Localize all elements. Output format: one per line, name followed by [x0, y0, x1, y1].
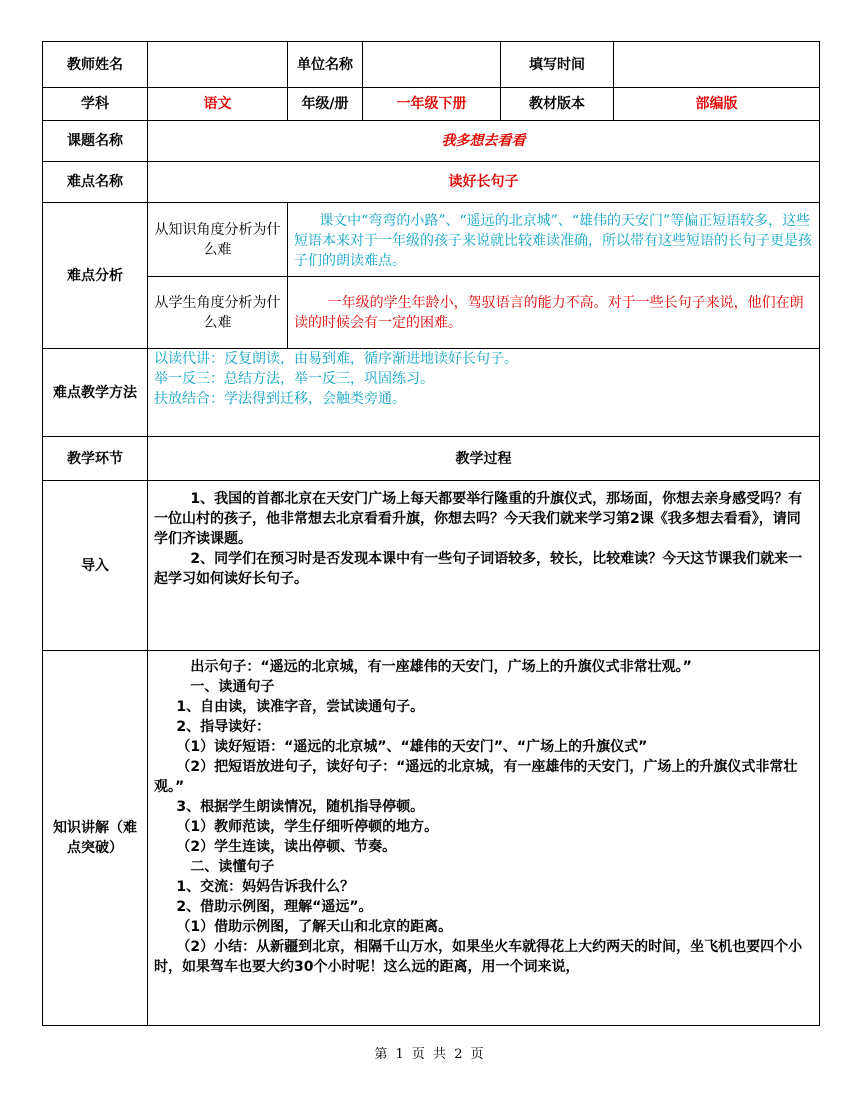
header-row-1 [43, 42, 820, 88]
knowledge-line: 2、指导读好： [176, 719, 271, 735]
knowledge-label: 知识讲解（难点突破） [43, 651, 148, 1026]
intro-paragraph: 1、我国的首都北京在天安门广场上每天都要举行隆重的升旗仪式，那场面，你想去亲身感受吗？有一位山村的孩子，他非常想去北京看看升旗，你想去吗？今天我们就来学习第2课《我多想去看看》，请同学们齐读课题。 [154, 491, 803, 547]
edition-label: 教材版本 [501, 88, 614, 121]
process-header-row [43, 437, 820, 481]
analysis-row-student [43, 277, 820, 349]
stage-header: 教学环节 [43, 437, 148, 481]
teacher-name-value [148, 42, 288, 88]
fill-time-label: 填写时间 [501, 42, 614, 88]
knowledge-line: 3、根据学生朗读情况，随机指导停顿。 [176, 799, 425, 815]
knowledge-line: 二、读懂句子 [190, 859, 275, 875]
header-row-2 [43, 88, 820, 121]
method-line: 扶放结合：学法得到迁移，会触类旁通。 [154, 391, 406, 407]
subject-value: 语文 [148, 88, 288, 121]
knowledge-angle-text: 课文中“弯弯的小路”、“遥远的北京城”、“雄伟的天安门”等偏正短语较多，这些短语本来对于一年级的孩子来说就比较难读准确，所以带有这些短语的长句子更是孩子们的朗读难点。 [288, 203, 820, 277]
difficulty-value: 读好长句子 [148, 162, 820, 203]
knowledge-line: （2）把短语放进句子，读好句子：“遥远的北京城，有一座雄伟的天安门，广场上的升旗仪式非常壮观。” [154, 759, 798, 795]
intro-row [43, 481, 820, 651]
teacher-name-label: 教师姓名 [43, 42, 148, 88]
methods-label: 难点教学方法 [43, 349, 148, 437]
grade-value: 一年级下册 [363, 88, 501, 121]
unit-name-label: 单位名称 [288, 42, 363, 88]
edition-value: 部编版 [614, 88, 820, 121]
unit-name-value [363, 42, 501, 88]
fill-time-value [614, 42, 820, 88]
difficulty-row [43, 162, 820, 203]
knowledge-line: 出示句子：“遥远的北京城，有一座雄伟的天安门，广场上的升旗仪式非常壮观。” [190, 659, 692, 675]
student-angle-label: 从学生角度分析为什么难 [148, 277, 288, 349]
student-angle-text: 一年级的学生年龄小，驾驭语言的能力不高。对于一些长句子来说，他们在朗读的时候会有一定的困难。 [288, 277, 820, 349]
intro-label: 导入 [43, 481, 148, 651]
methods-cell [148, 349, 820, 437]
topic-row [43, 121, 820, 162]
knowledge-line: （1）借助示例图，了解天山和北京的距离。 [176, 919, 453, 935]
knowledge-row [43, 651, 820, 1026]
knowledge-line: （2）小结：从新疆到北京，相隔千山万水，如果坐火车就得花上大约两天的时间，坐飞机也要四个小时，如果驾车也要大约30个小时呢！这么远的距离，用一个词来说， [154, 939, 803, 975]
difficulty-label: 难点名称 [43, 162, 148, 203]
knowledge-line: （2）学生连读，读出停顿、节奏。 [176, 839, 397, 855]
knowledge-line: 1、自由读，读准字音，尝试读通句子。 [176, 699, 425, 715]
knowledge-cell [148, 651, 820, 1026]
methods-row [43, 349, 820, 437]
intro-paragraph: 2、同学们在预习时是否发现本课中有一些句子词语较多，较长，比较难读？今天这节课我们就来一起学习如何读好长句子。 [154, 551, 803, 587]
method-line: 以读代讲：反复朗读，由易到难，循序渐进地读好长句子。 [154, 351, 518, 367]
subject-label: 学科 [43, 88, 148, 121]
knowledge-line: 1、交流：妈妈告诉我什么？ [176, 879, 355, 895]
knowledge-line: （1）读好短语：“遥远的北京城”、“雄伟的天安门”、“广场上的升旗仪式” [176, 739, 648, 755]
analysis-row-knowledge [43, 203, 820, 277]
lesson-plan-table [42, 41, 820, 1026]
page-footer: 第 1 页 共 2 页 [374, 1047, 486, 1062]
analysis-label: 难点分析 [43, 203, 148, 349]
grade-label: 年级/册 [288, 88, 363, 121]
knowledge-line: （1）教师范读，学生仔细听停顿的地方。 [176, 819, 439, 835]
intro-cell [148, 481, 820, 651]
knowledge-line: 2、借助示例图，理解“遥远”。 [176, 899, 373, 915]
topic-label: 课题名称 [43, 121, 148, 162]
process-header: 教学过程 [148, 437, 820, 481]
method-line: 举一反三：总结方法，举一反三，巩固练习。 [154, 371, 434, 387]
knowledge-line: 一、读通句子 [190, 679, 275, 695]
topic-value: 我多想去看看 [148, 121, 820, 162]
knowledge-angle-label: 从知识角度分析为什么难 [148, 203, 288, 277]
